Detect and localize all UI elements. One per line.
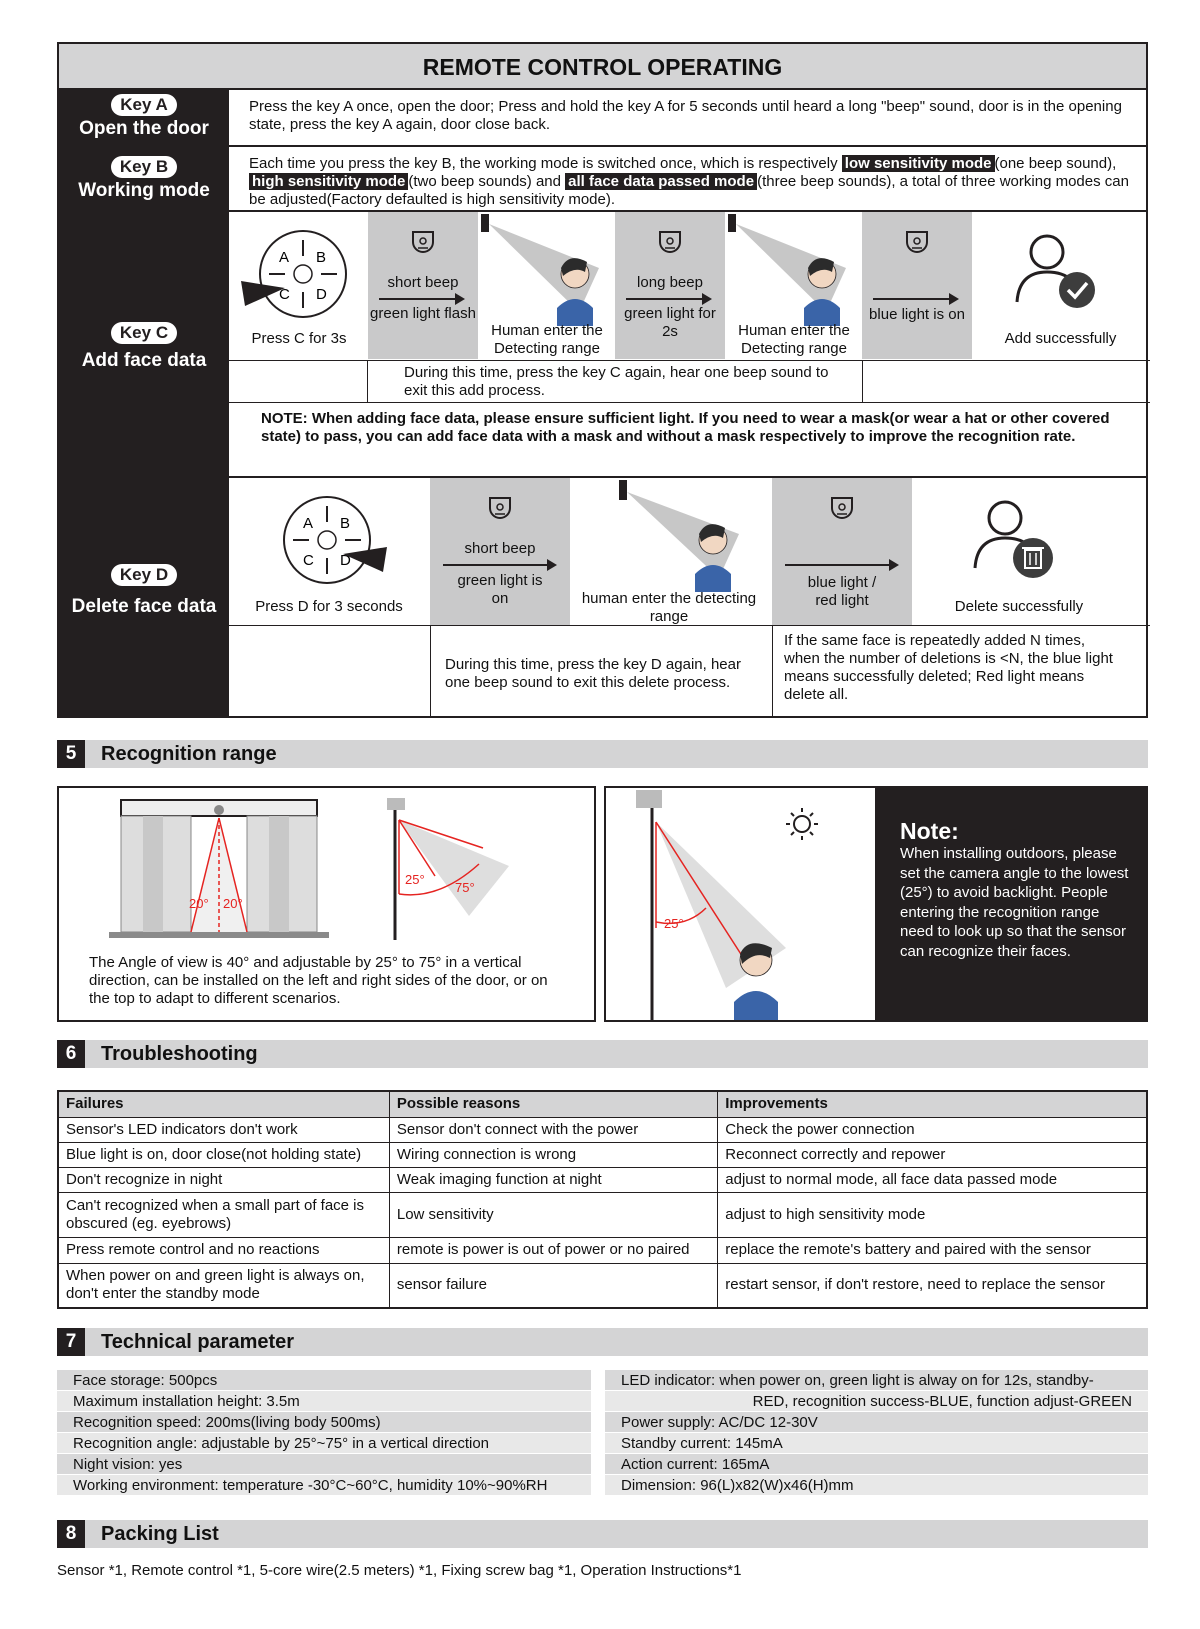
long-beep-label: long beep (637, 274, 703, 291)
param-row: Recognition angle: adjustable by 25°~75° in a vertical direction (57, 1433, 591, 1454)
divider (862, 360, 863, 402)
press-d-label: Press D for 3 seconds (255, 598, 403, 615)
key-b-name: Working mode (78, 180, 210, 201)
blue-light-label: blue light is on (869, 306, 965, 323)
outdoor-install-diagram (616, 788, 866, 1020)
sun-icon (794, 816, 810, 832)
key-c-note: NOTE: When adding face data, please ensure sufficient light. If you need to wear a mask(or wear a hat or other covered state) to pass, you can add face data with a mask and without a mask respectively to improve the recognition rate. (261, 410, 1110, 445)
delete-success-label: Delete successfully (954, 598, 1084, 615)
dial-c-label: C (279, 286, 290, 303)
divider (430, 625, 431, 718)
cell: Wiring connection is wrong (389, 1142, 717, 1167)
mode-all-badge: all face data passed mode (565, 173, 757, 190)
params-right (605, 1370, 1148, 1496)
cell: sensor failure (389, 1263, 717, 1308)
angle-75-label: 75° (455, 880, 475, 895)
cell: adjust to normal mode, all face data passed mode (718, 1167, 1147, 1192)
green-2s-label: green light for 2s (624, 305, 716, 340)
cell: Can't recognized when a small part of face is obscured (eg. eyebrows) (58, 1192, 389, 1237)
key-d-pill: Key D (111, 564, 177, 586)
person-detected-icon (579, 478, 759, 592)
divider (229, 402, 1150, 403)
key-b-text-4: (three beep sounds), a total of three working modes can be adjusted(Factory defaulted is high sensitivity mode). (249, 173, 1129, 208)
param-row: Recognition speed: 200ms(living body 500ms) (57, 1412, 591, 1433)
cell: remote is power is out of power or no paired (389, 1237, 717, 1263)
key-d-repeat-text: If the same face is repeatedly added N times, when the number of deletions is <N, the blue light means successfully deleted; Red light means delete all. (784, 632, 1113, 703)
cell: Low sensitivity (389, 1192, 717, 1237)
key-a-name: Open the door (79, 118, 209, 139)
remote-control-table (57, 42, 1148, 718)
short-beep-label: short beep (387, 274, 459, 291)
sensor-icon (656, 228, 684, 256)
section-title: Technical parameter (101, 1331, 295, 1353)
press-c-label: Press C for 3s (251, 330, 347, 347)
door-angle-diagram (109, 796, 579, 940)
table-row (58, 1237, 1147, 1263)
cell: Sensor's LED indicators don't work (58, 1117, 389, 1142)
divider (367, 360, 368, 402)
person-detected-icon (479, 212, 615, 326)
dial-a-label: A (279, 249, 290, 266)
green-flash-label: green light flash (370, 305, 476, 322)
person-detected-icon (726, 212, 862, 326)
cell: Sensor don't connect with the power (389, 1117, 717, 1142)
enter-range-label-2: Human enter the Detecting range (738, 322, 850, 357)
col-header-failures: Failures (58, 1091, 389, 1117)
angle-20-right-label: 20° (223, 896, 243, 911)
angle-25b-label: 25° (664, 916, 684, 931)
mode-low-badge: low sensitivity mode (842, 155, 995, 172)
key-b-text-1: Each time you press the key B, the working mode is switched once, which is respectively (249, 155, 838, 172)
key-c-name: Add face data (81, 350, 207, 371)
sensor-icon (486, 494, 514, 522)
dial-a-label: A (303, 515, 314, 532)
key-c-exit-text: During this time, press the key C again, hear one beep sound to exit this add process. (404, 364, 829, 399)
dial-c-label: C (303, 552, 314, 569)
cell: restart sensor, if don't restore, need to replace the sensor (718, 1263, 1147, 1308)
angle-of-view-panel (57, 786, 596, 1022)
key-d-exit-text: During this time, press the key D again, hear one beep sound to exit this delete process. (445, 656, 741, 691)
short-beep-label: short beep (464, 540, 536, 557)
section-number: 5 (57, 740, 85, 768)
param-row: Power supply: AC/DC 12-30V (605, 1412, 1148, 1433)
dial-b-label: B (340, 515, 351, 532)
key-b-cell (59, 147, 229, 210)
arrow-icon (785, 564, 897, 566)
section-title: Packing List (101, 1523, 219, 1545)
param-row: Face storage: 500pcs (57, 1370, 591, 1391)
section-6-header (57, 1040, 1148, 1068)
green-on-label: green light is on (457, 572, 543, 607)
key-a-cell (59, 90, 229, 146)
section-number: 8 (57, 1520, 85, 1548)
cell: Reconnect correctly and repower (718, 1142, 1147, 1167)
remote-title: REMOTE CONTROL OPERATING (59, 44, 1146, 90)
section-number: 6 (57, 1040, 85, 1068)
section-number: 7 (57, 1328, 85, 1356)
table-row (58, 1167, 1147, 1192)
param-row: Working environment: temperature -30°C~60°C, humidity 10%~90%RH (57, 1475, 591, 1496)
param-row-led-2: RED, recognition success-BLUE, function adjust-GREEN (605, 1391, 1148, 1412)
enter-range-label: human enter the detecting range (581, 590, 757, 625)
divider (229, 625, 1150, 626)
dial-d-label: D (340, 552, 351, 569)
param-row: Standby current: 145mA (605, 1433, 1148, 1454)
section-8-header (57, 1520, 1148, 1548)
key-c-pill: Key C (111, 322, 177, 344)
key-d-cell (59, 478, 229, 718)
angle-25-label: 25° (405, 872, 425, 887)
param-row: Maximum installation height: 3.5m (57, 1391, 591, 1412)
arrow-icon (379, 298, 463, 300)
dial-b-label: B (316, 249, 327, 266)
cell: Don't recognize in night (58, 1167, 389, 1192)
col-header-improvements: Improvements (718, 1091, 1147, 1117)
section-7-header (57, 1328, 1148, 1356)
arrow-icon (626, 298, 710, 300)
key-b-text-2: (one beep sound), (994, 155, 1117, 172)
blue-red-label: blue light / red light (807, 574, 877, 609)
cell: When power on and green light is always on, don't enter the standby mode (58, 1263, 389, 1308)
param-row-led-1: LED indicator: when power on, green light is alway on for 12s, standby- (605, 1370, 1148, 1391)
table-row (58, 1142, 1147, 1167)
sensor-icon (903, 228, 931, 256)
note-title: Note: (900, 818, 959, 844)
table-row (58, 1263, 1147, 1308)
key-b-description (249, 155, 1129, 209)
user-delete-icon (969, 498, 1059, 582)
angle-20-left-label: 20° (189, 896, 209, 911)
section-5-header (57, 740, 1148, 768)
col-header-reasons: Possible reasons (389, 1091, 717, 1117)
table-row (58, 1117, 1147, 1142)
note-box (875, 788, 1146, 1020)
key-c-cell (59, 212, 229, 477)
key-b-pill: Key B (111, 156, 177, 178)
user-add-success-icon (1009, 232, 1099, 312)
cell: replace the remote's battery and paired with the sensor (718, 1237, 1147, 1263)
key-d-name: Delete face data (71, 596, 217, 617)
mode-high-badge: high sensitivity mode (249, 173, 408, 190)
arrow-icon (443, 564, 555, 566)
divider (772, 625, 773, 718)
cell: adjust to high sensitivity mode (718, 1192, 1147, 1237)
dial-d-label: D (316, 286, 327, 303)
sensor-icon (409, 228, 437, 256)
param-row: Dimension: 96(L)x82(W)x46(H)mm (605, 1475, 1148, 1496)
param-row: Action current: 165mA (605, 1454, 1148, 1475)
arrow-icon (873, 298, 957, 300)
cell: Check the power connection (718, 1117, 1147, 1142)
params-left (57, 1370, 591, 1496)
remote-dial-icon (239, 226, 349, 322)
add-success-label: Add successfully (1004, 330, 1117, 347)
note-text: When installing outdoors, please set the camera angle to the lowest (25°) to avoid backlight. People entering the recognition range need to look up so that the sensor can recognize their faces. (900, 845, 1129, 960)
param-row: Night vision: yes (57, 1454, 591, 1475)
troubleshooting-table (57, 1090, 1148, 1309)
cell: Press remote control and no reactions (58, 1237, 389, 1263)
key-a-description: Press the key A once, open the door; Press and hold the key A for 5 seconds until heard a long "beep" sound, door is in the opening state, press the key A again, door close back. (249, 98, 1122, 133)
outdoor-note-panel (604, 786, 1148, 1022)
key-b-text-3: (two beep sounds) and (408, 173, 561, 190)
packing-list-text: Sensor *1, Remote control *1, 5-core wire(2.5 meters) *1, Fixing screw bag *1, Operation Instructions*1 (57, 1562, 742, 1579)
section-title: Troubleshooting (101, 1043, 258, 1065)
sensor-icon (828, 494, 856, 522)
cell: Blue light is on, door close(not holding state) (58, 1142, 389, 1167)
section-title: Recognition range (101, 743, 277, 765)
remote-dial-icon (281, 492, 391, 588)
angle-caption: The Angle of view is 40° and adjustable by 25° to 75° in a vertical direction, can be installed on the left and right sides of the door, or on the top to adapt to different scenarios. (89, 954, 548, 1007)
key-d-steps (229, 478, 1150, 625)
table-row (58, 1192, 1147, 1237)
enter-range-label-1: Human enter the Detecting range (491, 322, 603, 357)
key-a-pill: Key A (111, 94, 177, 116)
key-c-steps (229, 212, 1148, 360)
cell: Weak imaging function at night (389, 1167, 717, 1192)
